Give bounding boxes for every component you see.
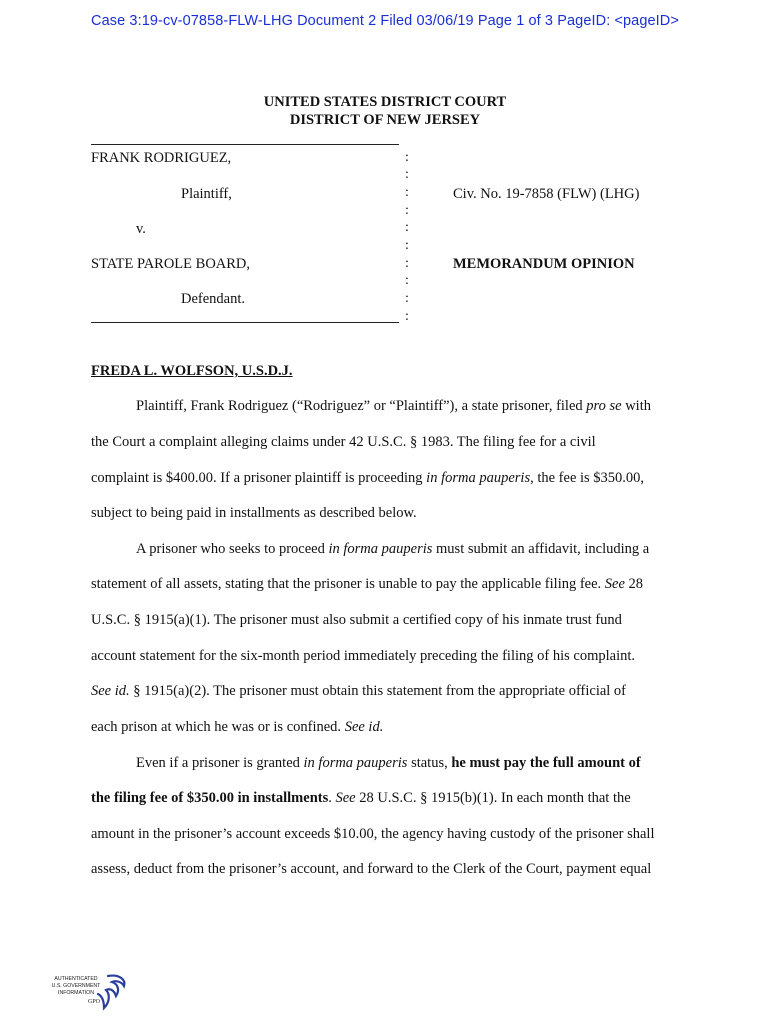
eagle-icon — [40, 972, 130, 1016]
caption-top-rule — [91, 144, 399, 145]
caption-colon: : — [405, 309, 409, 324]
paragraph-line: the filing fee of $350.00 in installments. See 28 U.S.C. § 1915(b)(1). In each month that the — [91, 790, 631, 806]
seal-line: U.S. GOVERNMENT — [51, 983, 101, 989]
caption-colon: : — [405, 238, 409, 253]
paragraph-line: See id. § 1915(a)(2). The prisoner must obtain this statement from the appropriate official of — [91, 683, 627, 699]
paragraph-line: assess, deduct from the prisoner’s account, and forward to the Clerk of the Court, payment equal — [91, 861, 652, 877]
caption-colon: : — [405, 256, 409, 271]
versus: v. — [136, 221, 146, 237]
civil-number: Civ. No. 19-7858 (FLW) (LHG) — [453, 186, 640, 202]
gpo-authentication-seal — [40, 972, 130, 1016]
document-title: MEMORANDUM OPINION — [453, 256, 635, 272]
paragraph-line: A prisoner who seeks to proceed in forma pauperis must submit an affidavit, including a — [136, 541, 650, 557]
caption-colon: : — [405, 203, 409, 218]
plaintiff-role: Plaintiff, — [181, 186, 232, 202]
paragraph-line: amount in the prisoner’s account exceeds $10.00, the agency having custody of the prisoner shall — [91, 826, 655, 842]
paragraph-line: account statement for the six-month period immediately preceding the filing of his complaint. — [91, 648, 636, 664]
paragraph-line: Plaintiff, Frank Rodriguez (“Rodriguez” or “Plaintiff”), a state prisoner, filed pro se with — [136, 398, 651, 414]
paragraph-line: subject to being paid in installments as described below. — [91, 505, 417, 521]
seal-line: GPO — [87, 999, 101, 1005]
caption-bottom-rule — [91, 322, 399, 323]
court-district: DISTRICT OF NEW JERSEY — [289, 112, 481, 128]
caption-colon: : — [405, 185, 409, 200]
caption-colon: : — [405, 150, 409, 165]
paragraph-line: statement of all assets, stating that the prisoner is unable to pay the applicable filing fee. See 28 — [91, 576, 644, 592]
case-header-stamp: Case 3:19-cv-07858-FLW-LHG Document 2 Filed 03/06/19 Page 1 of 3 PageID: <pageID> — [91, 13, 679, 29]
seal-line: AUTHENTICATED — [54, 976, 98, 982]
court-name: UNITED STATES DISTRICT COURT — [263, 94, 507, 110]
paragraph-line: U.S.C. § 1915(a)(1). The prisoner must also submit a certified copy of his inmate trust fund — [91, 612, 622, 628]
caption-colon: : — [405, 291, 409, 306]
caption-colon: : — [405, 220, 409, 235]
paragraph-line: the Court a complaint alleging claims under 42 U.S.C. § 1983. The filing fee for a civil — [91, 434, 596, 450]
judge-name: FREDA L. WOLFSON, U.S.D.J. — [91, 363, 293, 379]
plaintiff-name: FRANK RODRIGUEZ, — [91, 150, 232, 166]
caption-colon: : — [405, 273, 409, 288]
paragraph-line: Even if a prisoner is granted in forma pauperis status, he must pay the full amount of — [136, 755, 641, 771]
defendant-name: STATE PAROLE BOARD, — [91, 256, 251, 272]
seal-line: INFORMATION — [58, 990, 94, 996]
paragraph-line: each prison at which he was or is confined. See id. — [91, 719, 384, 735]
paragraph-line: complaint is $400.00. If a prisoner plaintiff is proceeding in forma pauperis, the fee is $350.00, — [91, 470, 645, 486]
caption-colon: : — [405, 167, 409, 182]
defendant-role: Defendant. — [181, 291, 246, 307]
